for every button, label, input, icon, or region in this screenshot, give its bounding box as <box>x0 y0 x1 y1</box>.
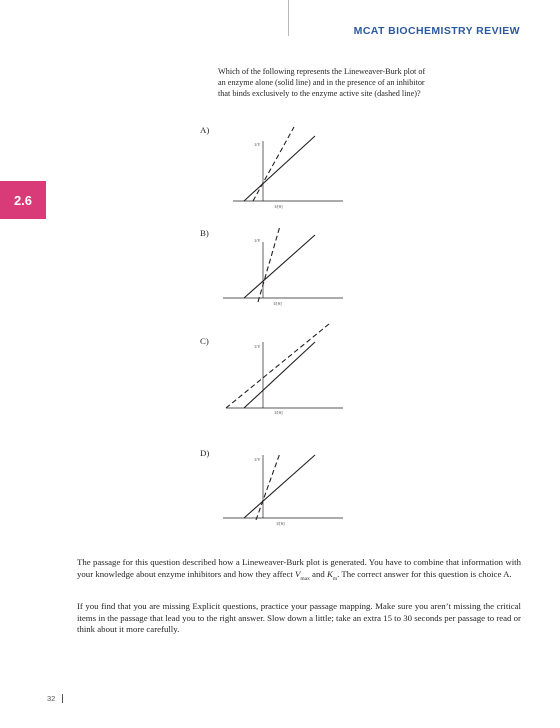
option-a-x-label: 1/[S] <box>274 204 283 209</box>
option-c-dashed-line <box>226 324 329 408</box>
option-b-graph <box>223 222 353 304</box>
km-subscript: m <box>332 575 338 582</box>
option-c-x-label: 1/[S] <box>274 410 283 415</box>
option-a-dashed-line <box>253 127 294 201</box>
explanation-paragraph-1 <box>77 557 521 585</box>
question-stem: Which of the following represents the Lineweaver-Burk plot of an enzyme alone (solid line) and in the presence of an inhibitor that binds exclusively to the enzyme active site (dashed line)? <box>218 67 426 98</box>
vmax-subscript: max <box>300 575 310 582</box>
option-d-solid-line <box>244 455 315 518</box>
option-b-x-label: 1/[S] <box>273 301 282 306</box>
explanation-paragraph-2: If you find that you are missing Explicit questions, practice your passage mapping. Make sure you aren’t missing the critical items in the passage that lead you to the right answer. Slow down a little; take an extra 15 to 30 seconds per passage to read or think about it more carefully. <box>77 601 521 635</box>
option-d-graph <box>223 443 353 525</box>
option-d-dashed-line <box>256 453 280 520</box>
option-b-solid-line <box>244 235 315 298</box>
km-symbol: K <box>326 568 333 579</box>
option-d-y-label: 1/V <box>254 457 261 462</box>
explanation-and: and <box>309 568 327 579</box>
vmax-symbol: V <box>295 568 301 579</box>
explanation-p1-part-b: . The correct answer for this question is choice A. <box>337 568 512 579</box>
page-number: 32 <box>47 694 56 703</box>
option-c-solid-line <box>244 342 315 408</box>
option-a-graph <box>223 126 353 208</box>
option-a-y-label: 1/V <box>254 142 261 147</box>
header-divider <box>288 0 289 36</box>
option-d-x-label: 1/[S] <box>276 521 285 526</box>
explanation-p1-part-a: The passage for this question described how a Lineweaver-Burk plot is generated. You have to combine that information with your knowledge about enzyme inhibitors and how they affect <box>77 557 521 579</box>
option-b-dashed-line <box>258 226 280 302</box>
option-c-graph <box>223 330 353 415</box>
option-c-label: C) <box>200 336 209 346</box>
section-tab: 2.6 <box>0 181 46 219</box>
option-b-y-label: 1/V <box>254 238 261 243</box>
option-d-label: D) <box>200 448 210 458</box>
running-header: MCAT BIOCHEMISTRY REVIEW <box>353 25 520 37</box>
option-b-label: B) <box>200 228 209 238</box>
page-number-divider <box>62 694 63 703</box>
option-a-label: A) <box>200 125 210 135</box>
option-c-y-label: 1/V <box>254 344 261 349</box>
